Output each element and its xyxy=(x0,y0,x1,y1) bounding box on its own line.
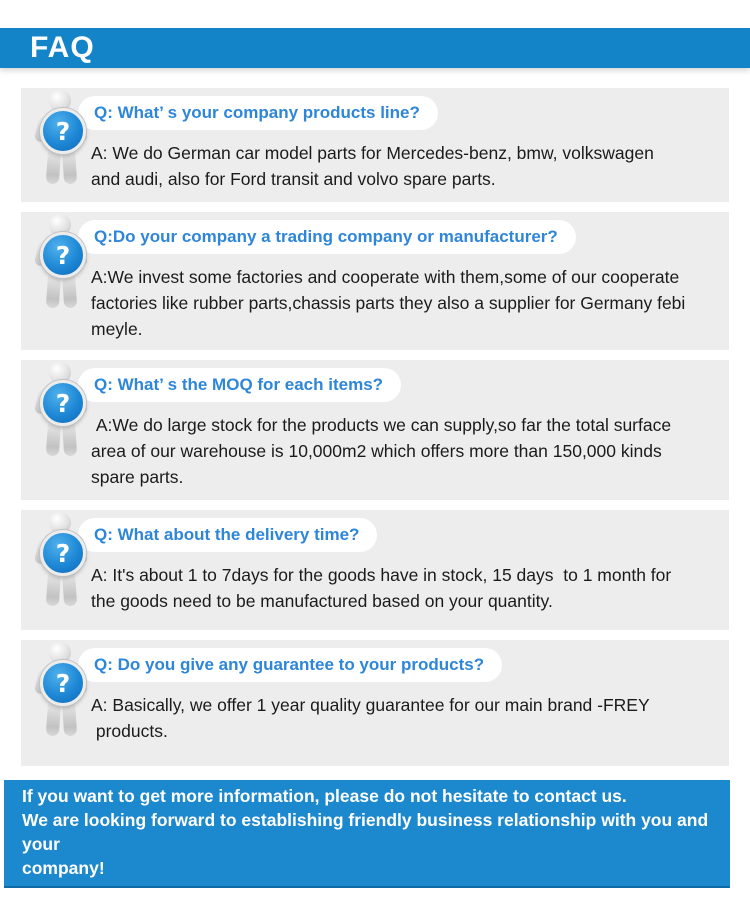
footer-banner xyxy=(4,780,730,888)
question-figure-icon xyxy=(33,512,89,612)
question-mark-badge-icon xyxy=(40,530,86,576)
answer-line: A: We do German car model parts for Mercedes-benz, bmw, volkswagen xyxy=(91,143,654,163)
question-figure-icon xyxy=(33,214,89,314)
answer-text xyxy=(91,140,705,192)
answer-line: A:We do large stock for the products we can supply,so far the total surface xyxy=(91,415,672,435)
question-mark-badge-icon xyxy=(40,108,86,154)
answer-line: factories like rubber parts,chassis parts they also a supplier for Germany febi xyxy=(91,293,686,313)
answer-line: A:We invest some factories and cooperate with them,some of our cooperate xyxy=(91,267,680,287)
question-mark-badge-icon xyxy=(40,660,86,706)
faq-item-content xyxy=(78,518,729,614)
question-bubble xyxy=(78,220,576,254)
question-mark-glyph: ? xyxy=(55,668,71,698)
question-figure-icon xyxy=(33,642,89,742)
answer-line: area of our warehouse is 10,000m2 which offers more than 150,000 kinds xyxy=(91,441,662,461)
answer-line: and audi, also for Ford transit and volvo spare parts. xyxy=(91,169,496,189)
answer-text xyxy=(91,562,705,614)
question-bubble xyxy=(78,368,401,402)
page-title: FAQ xyxy=(30,31,95,64)
faq-item-2 xyxy=(21,212,729,350)
faq-item-1 xyxy=(21,88,729,202)
answer-text xyxy=(91,692,705,744)
question-mark-glyph: ? xyxy=(55,538,71,568)
footer-text-line: company! xyxy=(22,858,105,878)
answer-text xyxy=(91,412,705,490)
faq-section xyxy=(0,88,750,766)
question-mark-glyph: ? xyxy=(55,388,71,418)
question-bubble xyxy=(78,518,377,552)
faq-item-content xyxy=(78,648,729,744)
answer-line: A: Basically, we offer 1 year quality guarantee for our main brand -FREY xyxy=(91,695,650,715)
answer-text xyxy=(91,264,705,342)
footer-text-line: If you want to get more information, please do not hesitate to contact us. xyxy=(22,786,627,806)
question-text: Q: Do you give any guarantee to your products? xyxy=(94,655,485,674)
footer-text-line: We are looking forward to establishing friendly business relationship with you and your xyxy=(22,810,714,854)
question-text: Q: What’ s your company products line? xyxy=(94,103,420,122)
faq-item-3 xyxy=(21,360,729,500)
answer-line: the goods need to be manufactured based on your quantity. xyxy=(91,591,553,611)
question-figure-icon xyxy=(33,362,89,462)
answer-line: meyle. xyxy=(91,319,143,339)
question-mark-glyph: ? xyxy=(55,116,71,146)
question-text: Q:Do your company a trading company or manufacturer? xyxy=(94,227,558,246)
question-mark-badge-icon xyxy=(40,380,86,426)
answer-line: products. xyxy=(91,721,168,741)
faq-item-4 xyxy=(21,510,729,630)
answer-line: spare parts. xyxy=(91,467,184,487)
answer-line: A: It's about 1 to 7days for the goods have in stock, 15 days to 1 month for xyxy=(91,565,672,585)
faq-item-content xyxy=(78,220,729,342)
question-bubble xyxy=(78,96,438,130)
question-mark-glyph: ? xyxy=(55,240,71,270)
faq-item-content xyxy=(78,368,729,490)
question-text: Q: What about the delivery time? xyxy=(94,525,360,544)
question-mark-badge-icon xyxy=(40,232,86,278)
question-text: Q: What’ s the MOQ for each items? xyxy=(94,375,384,394)
question-bubble xyxy=(78,648,502,682)
question-figure-icon xyxy=(33,90,89,190)
page-header xyxy=(0,28,750,68)
faq-item-content xyxy=(78,96,729,192)
faq-item-5 xyxy=(21,640,729,766)
